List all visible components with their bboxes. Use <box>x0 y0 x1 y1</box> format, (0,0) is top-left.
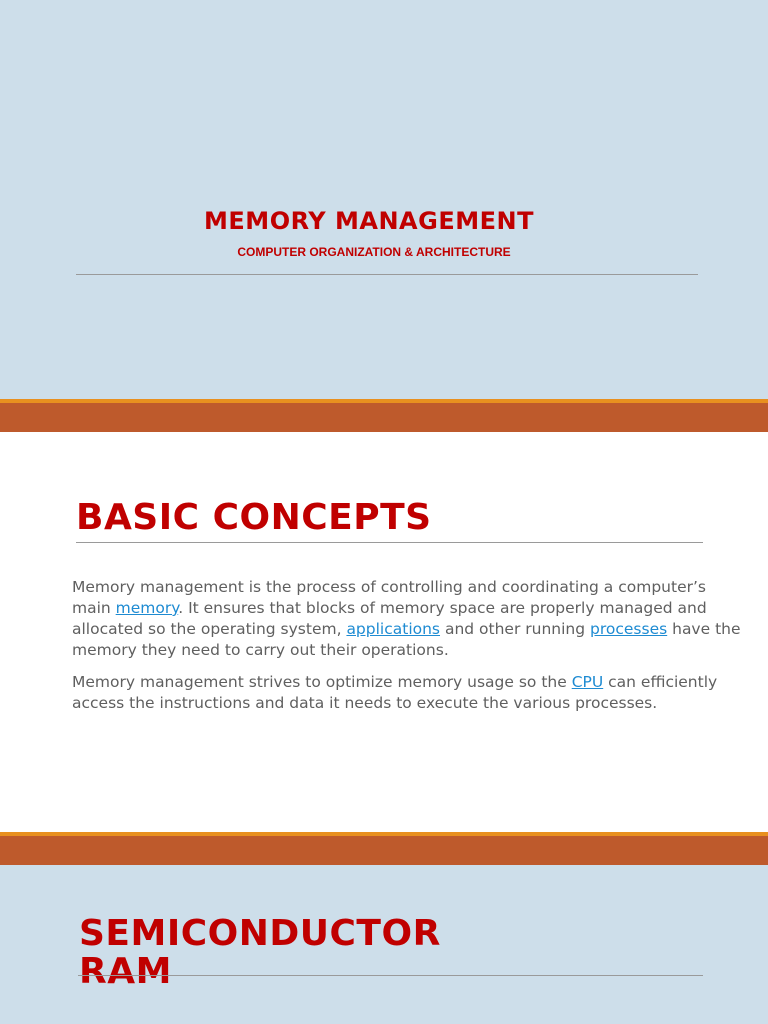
basic-concepts-slide <box>0 432 768 832</box>
heading-divider <box>76 542 703 543</box>
slide-separator-band <box>0 399 768 432</box>
applications-link[interactable]: applications <box>346 620 441 638</box>
body-paragraph <box>72 672 742 714</box>
slide-subtitle: COMPUTER ORGANIZATION & ARCHITECTURE <box>237 245 511 259</box>
body-text: have the memory they need to carry out their operations. <box>72 620 741 659</box>
heading-line: RAM <box>79 951 172 992</box>
processes-link[interactable]: processes <box>590 620 668 638</box>
band-highlight-line <box>0 832 768 836</box>
slide-title: MEMORY MANAGEMENT <box>204 207 534 235</box>
body-text: and other running <box>440 620 590 638</box>
body-text: Memory management strives to optimize memory usage so the <box>72 673 572 691</box>
semiconductor-ram-slide <box>0 865 768 1024</box>
heading-line: SEMICONDUCTOR <box>79 913 441 954</box>
band-highlight-line <box>0 399 768 403</box>
heading-divider <box>78 975 703 976</box>
slide-heading <box>79 915 441 991</box>
title-slide <box>0 0 768 399</box>
slide-body <box>72 577 742 725</box>
body-paragraph <box>72 577 742 661</box>
slide-heading: BASIC CONCEPTS <box>76 497 432 538</box>
slide-separator-band <box>0 832 768 865</box>
cpu-link[interactable]: CPU <box>571 673 604 691</box>
memory-link[interactable]: memory <box>115 599 179 617</box>
body-text: can efficiently access the instructions and data it needs to execute the various processes. <box>72 673 718 712</box>
title-divider <box>76 274 698 275</box>
body-text: Memory management is the process of controlling and coordinating a computer’s main <box>72 578 706 617</box>
body-text: . It ensures that blocks of memory space are properly managed and allocated so the operating system, <box>72 599 707 638</box>
